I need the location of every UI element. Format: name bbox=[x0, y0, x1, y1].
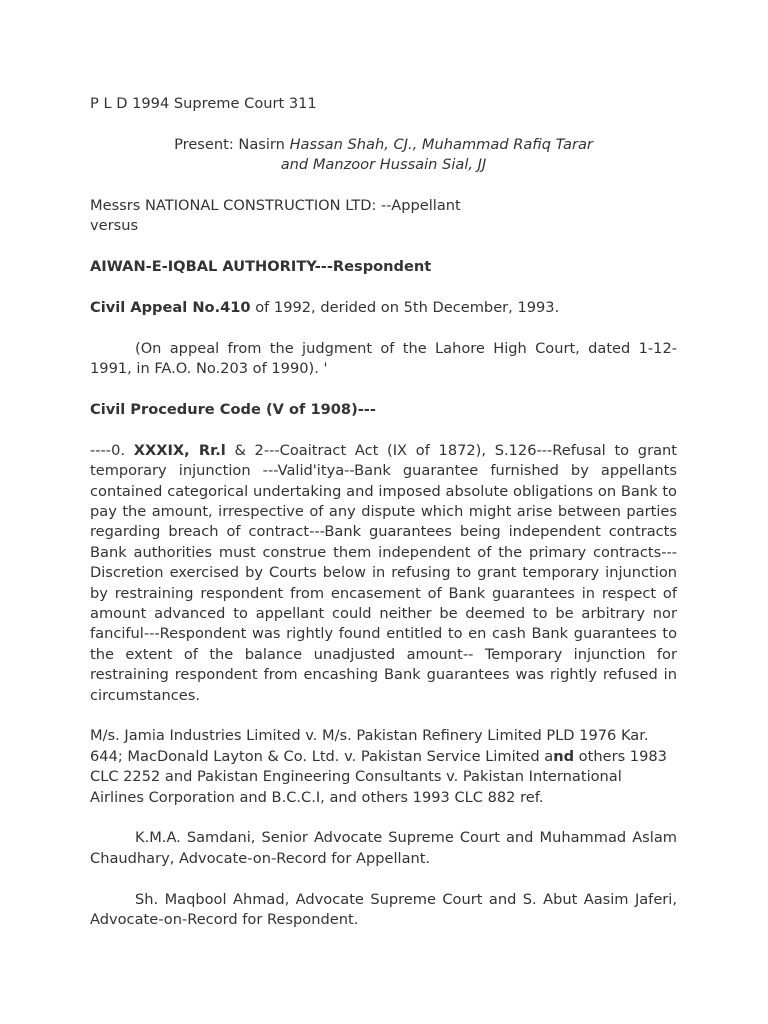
headnote-order-rule: XXXIX, Rr.l bbox=[133, 441, 226, 459]
counsel-appellant: K.M.A. Samdani, Senior Advocate Supreme Court and Muhammad Aslam Chaudhary, Advocate-on-Record for Appellant. bbox=[90, 829, 677, 867]
appeal-number: Civil Appeal No.410 bbox=[90, 299, 251, 316]
respondent-name: AIWAN-E-IQBAL AUTHORITY---Respondent bbox=[90, 258, 432, 276]
bench-judges-line2: and Manzoor Hussain Sial, JJ bbox=[280, 156, 487, 174]
headnote-heading: Civil Procedure Code (V of 1908)--- bbox=[90, 401, 376, 418]
bench-judges-line1: Hassan Shah, CJ., Muhammad Rafiq Tarar bbox=[289, 135, 593, 153]
appeal-line bbox=[90, 298, 677, 318]
bench-prefix: Present: Nasirn bbox=[174, 135, 290, 153]
cases-referred: M/s. Jamia Industries Limited v. M/s. Pakistan Refinery Limited PLD 1976 Kar. 644; MacDonald Layton & Co. Ltd. v. Pakistan Service Limited and others 1983 CLC 2252 and Pakistan Engineering Consultants v. Pakistan International Airlines Corporation and B.C.C.I, and others 1993 CLC 882 ref. bbox=[90, 727, 667, 806]
appeal-details: of 1992, derided on 5th December, 1993. bbox=[250, 299, 560, 316]
bench-present bbox=[90, 135, 677, 176]
parties-block bbox=[90, 196, 677, 237]
on-appeal-note: (On appeal from the judgment of the Lahore High Court, dated 1-12-1991, in FA.O. No.203 of 1990). ' bbox=[90, 339, 677, 378]
headnote-body: ----0. XXXIX, Rr.l & 2---Coaitract Act (IX of 1872), S.126---Refusal to grant temporary injunction ---Valid'itya--Bank guarantee furnished by appellants contained categorical undertaking and imposed absolute obligations on Bank to pay the amount, irrespective of any dispute which might arise between parties regarding breach of contract---Bank guarantees being independent contracts Bank authorities must construe them independent of the primary contracts---Discretion exercised by Courts below in refusing to grant temporary injunction by restraining respondent from encasement of Bank guarantees in respect of amount advanced to appellant could neither be deemed to be arbitrary nor fanciful---Respondent was rightly found entitled to en cash Bank guarantees to the extent of the balance unadjusted amount-- Temporary injunction for restraining respondent from encashing Bank guarantees was rightly refused in circumstances. bbox=[90, 441, 677, 704]
appellant-name: Messrs NATIONAL CONSTRUCTION LTD: --Appellant bbox=[90, 197, 461, 214]
citation: P L D 1994 Supreme Court 311 bbox=[90, 95, 317, 112]
versus-label: versus bbox=[90, 217, 139, 235]
counsel-respondent: Sh. Maqbool Ahmad, Advocate Supreme Court and S. Abut Aasim Jaferi, Advocate-on-Record for Respondent. bbox=[90, 890, 677, 929]
document-page bbox=[90, 94, 677, 951]
